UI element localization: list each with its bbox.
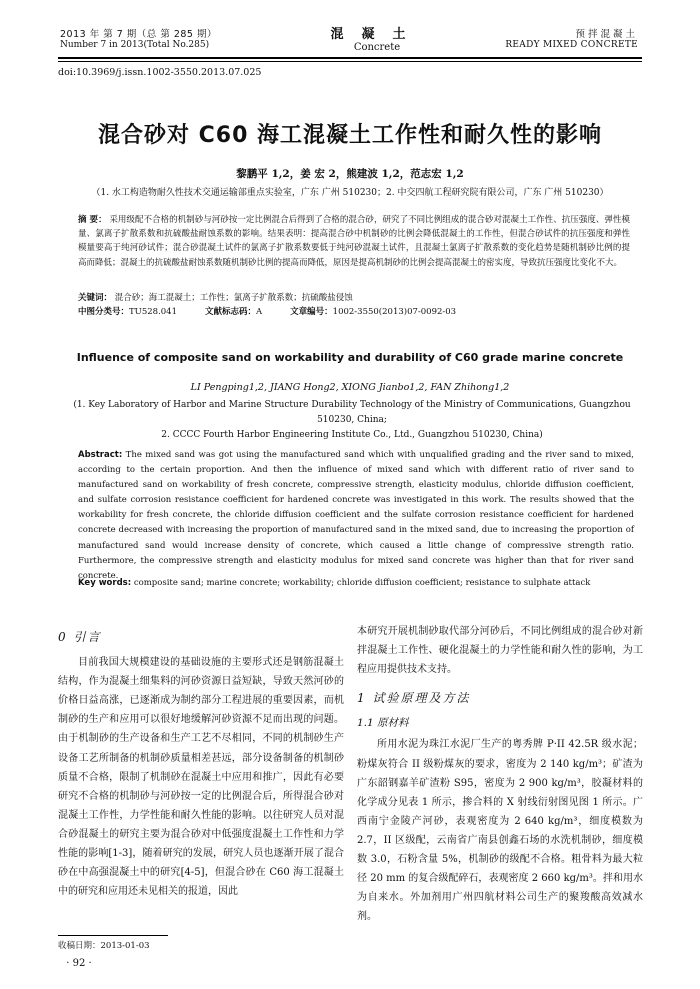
abstract-en-text: The mixed sand was got using the manufactured sand which with unqualified grading and the river sand to mixed, according to the certain proportion. And then the influence of mixed sand which with different ratio of river sand to manufactured sand on workability of fresh concrete, compressive strength, elasticity modulus, chloride diffusion coefficient, and sulfate corrosion resistance coefficient for hardened concrete was investigated in this work. The results showed that the workability for fresh concrete, the chloride diffusion coefficient and the sulfate corrosion resistance coefficient for hardened concrete decreased with increasing the proportion of manufactured sand in the mixed sand, due to increasing the proportion of manufactured sand would increase density of concrete, which caused a little change of compressive strength ratio. Furthermore, the compressive strength and elasticity modulus for mixed sand concrete was higher than that for river sand concrete.: [78, 450, 635, 581]
article-title-cn: 混合砂对 C60 海工混凝土工作性和耐久性的影响: [97, 123, 603, 148]
abstract-cn: [78, 213, 630, 270]
abstract-cn-text: 采用级配不合格的机制砂与河砂按一定比例混合后得到了合格的混合砂，研究了不同比例组成的混合砂对混凝土工作性、抗压强度、弹性模量、氯离子扩散系数和抗硫酸盐耐蚀系数的影响。结果表明：提高混合砂中机制砂的比例会降低混凝土的工作性，但混合砂试件的抗压强度和弹性模量要高于纯河砂试件；混合砂混凝土试件的氯离子扩散系数要低于纯河砂混凝土试件，且混凝土氯离子扩散系数的变化趋势是随机制砂比例的提高而降低；混凝土的抗硫酸盐耐蚀系数随机制砂比例的提高而降低，原因是提高机制砂的比例会提高混凝土的密实度，导致抗压强度比变化不大。: [78, 215, 631, 268]
authors-cn: 黎鹏平 1,2，姜 宏 2，熊建波 1,2，范志宏 1,2: [236, 168, 464, 180]
section-cn: 预拌混凝土: [575, 29, 638, 40]
intro-continuation: 本研究开展机制砂取代部分河砂后，不同比例组成的混合砂对新拌混凝土工作性、硬化混凝土的力学性能和耐久性的影响，为工程应用提供技术支持。: [357, 626, 643, 676]
affiliation-en: [72, 398, 632, 443]
abstract-en-label: Abstract:: [78, 450, 123, 460]
authors-en: LI Pengping1,2, JIANG Hong2, XIONG Jianbo1,2, FAN Zhihong1,2: [190, 382, 510, 393]
journal-title-cn: 混凝土: [330, 27, 424, 42]
keywords-cn-label: 关键词：: [78, 293, 113, 303]
intro-paragraph: 目前我国大规模建设的基础设施的主要形式还是钢筋混凝土结构，作为混凝土细集料的河砂资源日益短缺，导致天然河砂的价格日益高涨，已逐渐成为制约部分工程进展的重要因素，而机制砂的生产和应用可以很好地缓解河砂资源不足而出现的问题。由于机制砂的生产设备和生产工艺不尽相同，不同的机制砂生产设备工艺所制备的机制砂质量相差甚远，部分设备制备的机制砂质量不合格，限制了机制砂在混凝土中应用和推广，因此有必要研究不合格的机制砂与河砂按一定的比例混合后，所得混合砂对混凝土工作性，力学性能和耐久性能的影响。以往研究人员对混合砂混凝土的研究主要为混合砂对中低强度混凝土工作性和力学性能的影响[1-3]，随着研究的发展，研究人员也逐渐开展了混合砂在中高强混凝土中的研究[4-5]，但混合砂在 C60 海工混凝土中的研究和应用还未见相关的报道，因此: [58, 657, 344, 898]
materials-heading: 1.1 原材料: [357, 717, 409, 730]
affiliation-en-line-2: 2. CCCC Fourth Harbor Engineering Institute Co., Ltd., Guangzhou 510230, China): [161, 430, 543, 440]
abstract-en: [78, 448, 634, 584]
affiliation-cn: （1. 水工构造物耐久性技术交通运输部重点实验室，广东 广州 510230；2. 中交四航工程研究院有限公司，广东 广州 510230）: [91, 188, 609, 198]
issue-cn: 2013 年 第 7 期（总 第 285 期）: [60, 29, 217, 40]
classification-line: [78, 305, 638, 317]
keywords-cn: [78, 291, 630, 303]
keywords-en: [78, 578, 634, 588]
footnote-rule: [58, 935, 168, 936]
keywords-cn-text: 混合砂；海工混凝土；工作性；氯离子扩散系数；抗硫酸盐侵蚀: [114, 293, 353, 303]
journal-title-en: Concrete: [353, 42, 401, 53]
received-date: 收稿日期：2013-01-03: [58, 941, 150, 951]
header-rule-thin: [58, 61, 642, 62]
abstract-cn-label: 摘 要：: [78, 215, 107, 225]
article-title-en: Influence of composite sand on workability and durability of C60 grade marine concrete: [76, 351, 624, 364]
keywords-en-label: Key words:: [78, 578, 132, 588]
right-column: [357, 622, 643, 926]
clc-value: TU528.041: [129, 307, 177, 317]
intro-heading: 0 引言: [58, 630, 102, 644]
doc-code-value: A: [256, 307, 263, 317]
materials-paragraph: 所用水泥为珠江水泥厂生产的粤秀牌 P·II 42.5R 级水泥；粉煤灰符合 II 级粉煤灰的要求，密度为 2 140 kg/m³；矿渣为广东韶钢嘉羊矿渣粉 S95，密度为 2 900 kg/m³，胶凝材料的化学成分见表 1 所示，掺合料的 X 射线衍射图见图 1 所示。广西南宁金陵产河砂，表观密度为 2 640 kg/m³，细度模数为 2.7，II 区级配，云南省广南县创鑫石场的水洗机制砂，细度模数 3.0，石粉含量 5%，机制砂的级配不合格。粗骨料为最大粒径 20 mm 的复合级配碎石，表观密度 2 660 kg/m³。拌和用水为自来水。外加剂用广州四航材料公司生产的聚羧酸高效减水剂。: [357, 739, 643, 923]
article-no-label: 文章编号：: [290, 307, 333, 317]
article-no-value: 1002-3550(2013)07-0092-03: [332, 307, 457, 317]
method-heading: 1 试验原理及方法: [357, 691, 471, 706]
section-en: READY MIXED CONCRETE: [505, 40, 638, 50]
affiliation-en-line-1: (1. Key Laboratory of Harbor and Marine Structure Durability Technology of the Ministry of Communications, Guangzhou 510230, China;: [73, 400, 631, 425]
clc-label: 中图分类号：: [78, 307, 130, 317]
keywords-en-text: composite sand; marine concrete; workability; chloride diffusion coefficient; resistance to sulphate attack: [133, 578, 591, 588]
issue-en: Number 7 in 2013(Total No.285): [60, 40, 210, 50]
header-rule: [58, 57, 642, 59]
doc-code-label: 文献标志码：: [205, 307, 257, 317]
left-column: [58, 628, 344, 901]
doi: doi:10.3969/j.issn.1002-3550.2013.07.025: [58, 67, 262, 78]
page-number: · 92 ·: [66, 958, 92, 969]
